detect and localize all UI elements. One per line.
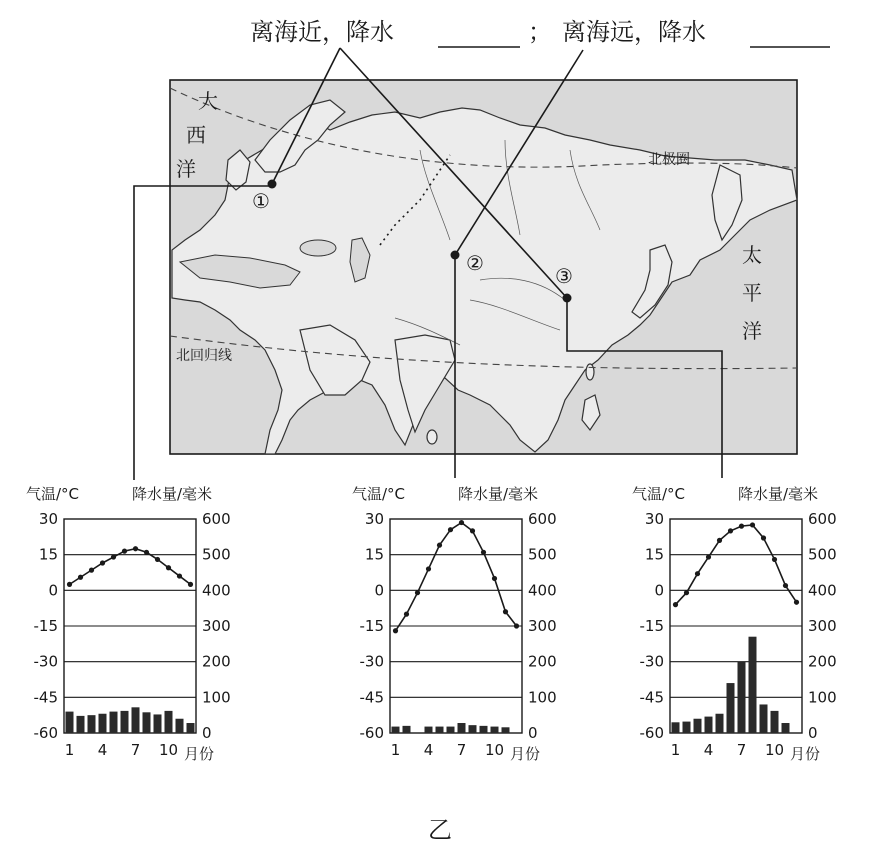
tropic-of-cancer-label: 北回归线: [176, 348, 232, 364]
temperature-point: [717, 538, 722, 543]
precip-bar: [782, 723, 790, 733]
station-3-label: ③: [555, 264, 573, 288]
temp-tick-label: 15: [38, 545, 58, 564]
climate-chart-3: [632, 485, 837, 763]
station-1-dot[interactable]: [268, 180, 277, 189]
month-tick-label: 4: [703, 741, 714, 759]
temperature-point: [133, 546, 138, 551]
temp-tick-label: 30: [38, 510, 58, 528]
precip-bar: [66, 712, 74, 733]
sri-lanka: [427, 430, 437, 444]
precip-bar: [447, 727, 455, 733]
precip-tick-label: 500: [202, 545, 231, 564]
station-1-label: ①: [252, 189, 270, 213]
temp-tick-label: -60: [639, 724, 664, 742]
temperature-point: [684, 590, 689, 595]
header-near-text: 离海近，降水: [250, 18, 394, 46]
precip-bar: [425, 727, 433, 733]
temperature-line: [70, 549, 191, 585]
temperature-point: [503, 609, 508, 614]
temp-tick-label: -15: [359, 617, 384, 635]
temperature-point: [673, 602, 678, 607]
precip-bar: [738, 662, 746, 733]
month-tick-label: 1: [64, 741, 75, 759]
precip-tick-label: 400: [528, 581, 557, 600]
precip-tick-label: 200: [202, 652, 231, 671]
precip-bar: [99, 714, 107, 733]
temp-tick-label: -45: [33, 688, 58, 707]
month-tick-label: 1: [390, 741, 401, 759]
station-3-dot[interactable]: [563, 294, 572, 303]
temp-tick-label: -30: [33, 652, 58, 671]
month-axis-title: 月份: [184, 745, 215, 763]
temp-tick-label: -30: [639, 652, 664, 671]
temperature-point: [404, 612, 409, 617]
month-tick-label: 4: [423, 741, 434, 759]
header-far-text: 离海远，降水: [562, 18, 706, 46]
temp-tick-label: 0: [654, 581, 664, 600]
precip-tick-label: 300: [528, 617, 557, 635]
temp-axis-title: 气温/°C: [26, 485, 80, 503]
temperature-point: [514, 623, 519, 628]
precip-bar: [121, 711, 129, 733]
temperature-point: [706, 554, 711, 559]
precip-tick-label: 300: [202, 617, 231, 635]
pacific-label-1: 太: [742, 243, 762, 267]
precip-axis-title: 降水量/毫米: [738, 485, 819, 503]
month-tick-label: 10: [764, 741, 785, 759]
temperature-point: [122, 549, 127, 554]
atlantic-label-1: 大: [198, 89, 218, 113]
climate-chart-2: [352, 485, 557, 763]
temperature-point: [761, 535, 766, 540]
temperature-point: [415, 590, 420, 595]
temperature-point: [177, 573, 182, 578]
header-separator: ；: [528, 18, 552, 46]
pacific-label-3: 洋: [742, 319, 762, 343]
temperature-point: [166, 565, 171, 570]
precip-tick-label: 0: [808, 724, 818, 742]
precip-tick-label: 200: [528, 652, 557, 671]
temperature-point: [426, 566, 431, 571]
precip-axis-title: 降水量/毫米: [132, 485, 213, 503]
precip-bar: [727, 683, 735, 733]
precip-bar: [502, 727, 510, 733]
precip-bar: [749, 637, 757, 733]
figure-label: 乙: [428, 816, 452, 844]
temperature-point: [459, 520, 464, 525]
precip-tick-label: 300: [808, 617, 837, 635]
temp-tick-label: -45: [639, 688, 664, 707]
precip-bar: [143, 712, 151, 733]
month-tick-label: 10: [484, 741, 505, 759]
temp-tick-label: -15: [33, 617, 58, 635]
temp-axis-title: 气温/°C: [352, 485, 406, 503]
precip-bar: [491, 727, 499, 733]
black-sea: [300, 240, 336, 256]
temperature-point: [155, 557, 160, 562]
precip-tick-label: 500: [808, 545, 837, 564]
temperature-line: [396, 523, 517, 631]
pacific-label-2: 平: [742, 281, 762, 305]
month-tick-label: 4: [97, 741, 108, 759]
month-axis-title: 月份: [510, 745, 541, 763]
climate-chart-1: [26, 485, 231, 763]
temperature-point: [695, 571, 700, 576]
temperature-point: [772, 557, 777, 562]
temp-tick-label: 30: [364, 510, 384, 528]
temperature-line: [676, 525, 797, 605]
precip-tick-label: 500: [528, 545, 557, 564]
arctic-circle-label: 北极圈: [648, 152, 690, 168]
atlantic-label-2: 西: [186, 123, 206, 147]
climate-charts: [26, 485, 837, 763]
temperature-point: [728, 528, 733, 533]
precip-tick-label: 100: [808, 688, 837, 707]
temperature-point: [794, 600, 799, 605]
station-2-label: ②: [466, 251, 484, 275]
temperature-point: [393, 628, 398, 633]
temperature-point: [739, 524, 744, 529]
precip-bar: [88, 715, 96, 733]
precip-bar: [480, 726, 488, 733]
month-tick-label: 7: [736, 741, 747, 759]
precip-tick-label: 0: [202, 724, 212, 742]
month-tick-label: 7: [456, 741, 467, 759]
precip-tick-label: 200: [808, 652, 837, 671]
temp-tick-label: -60: [359, 724, 384, 742]
precip-bar: [683, 722, 691, 733]
precip-bar: [771, 711, 779, 733]
precip-tick-label: 400: [808, 581, 837, 600]
precip-bar: [132, 707, 140, 733]
temp-tick-label: 30: [644, 510, 664, 528]
temp-axis-title: 气温/°C: [632, 485, 686, 503]
precip-tick-label: 600: [808, 510, 837, 528]
temperature-point: [111, 554, 116, 559]
precip-bar: [672, 722, 680, 733]
precip-bar: [716, 714, 724, 733]
month-tick-label: 7: [130, 741, 141, 759]
temperature-point: [783, 583, 788, 588]
temp-tick-label: 15: [644, 545, 664, 564]
precip-bar: [110, 712, 118, 733]
precip-bar: [436, 727, 444, 733]
temp-tick-label: -45: [359, 688, 384, 707]
precip-bar: [760, 704, 768, 733]
atlantic-label-3: 洋: [176, 157, 196, 181]
precip-axis-title: 降水量/毫米: [458, 485, 539, 503]
temp-tick-label: 0: [48, 581, 58, 600]
station-2-dot[interactable]: [451, 251, 460, 260]
temp-tick-label: -15: [639, 617, 664, 635]
temperature-point: [78, 575, 83, 580]
temperature-point: [100, 560, 105, 565]
temp-tick-label: 15: [364, 545, 384, 564]
precip-bar: [469, 725, 477, 733]
temp-tick-label: -30: [359, 652, 384, 671]
temperature-point: [481, 550, 486, 555]
month-axis-title: 月份: [790, 745, 821, 763]
temperature-point: [448, 527, 453, 532]
precip-bar: [392, 727, 400, 733]
precip-bar: [154, 714, 162, 733]
temperature-point: [89, 568, 94, 573]
temperature-point: [437, 543, 442, 548]
precip-bar: [705, 717, 713, 733]
precip-tick-label: 600: [528, 510, 557, 528]
precip-tick-label: 0: [528, 724, 538, 742]
month-tick-label: 1: [670, 741, 681, 759]
temperature-point: [470, 528, 475, 533]
month-tick-label: 10: [158, 741, 179, 759]
precip-bar: [77, 716, 85, 733]
temperature-point: [188, 582, 193, 587]
precip-bar: [187, 723, 195, 733]
temp-tick-label: -60: [33, 724, 58, 742]
temperature-point: [750, 522, 755, 527]
temp-tick-label: 0: [374, 581, 384, 600]
precip-bar: [458, 723, 466, 733]
temperature-point: [144, 550, 149, 555]
taiwan: [586, 364, 594, 380]
precip-bar: [165, 711, 173, 733]
temperature-point: [67, 582, 72, 587]
precip-bar: [694, 719, 702, 733]
precip-tick-label: 100: [528, 688, 557, 707]
precip-bar: [403, 726, 411, 733]
temperature-point: [492, 576, 497, 581]
precip-tick-label: 400: [202, 581, 231, 600]
precip-tick-label: 100: [202, 688, 231, 707]
precip-tick-label: 600: [202, 510, 231, 528]
precip-bar: [176, 719, 184, 733]
